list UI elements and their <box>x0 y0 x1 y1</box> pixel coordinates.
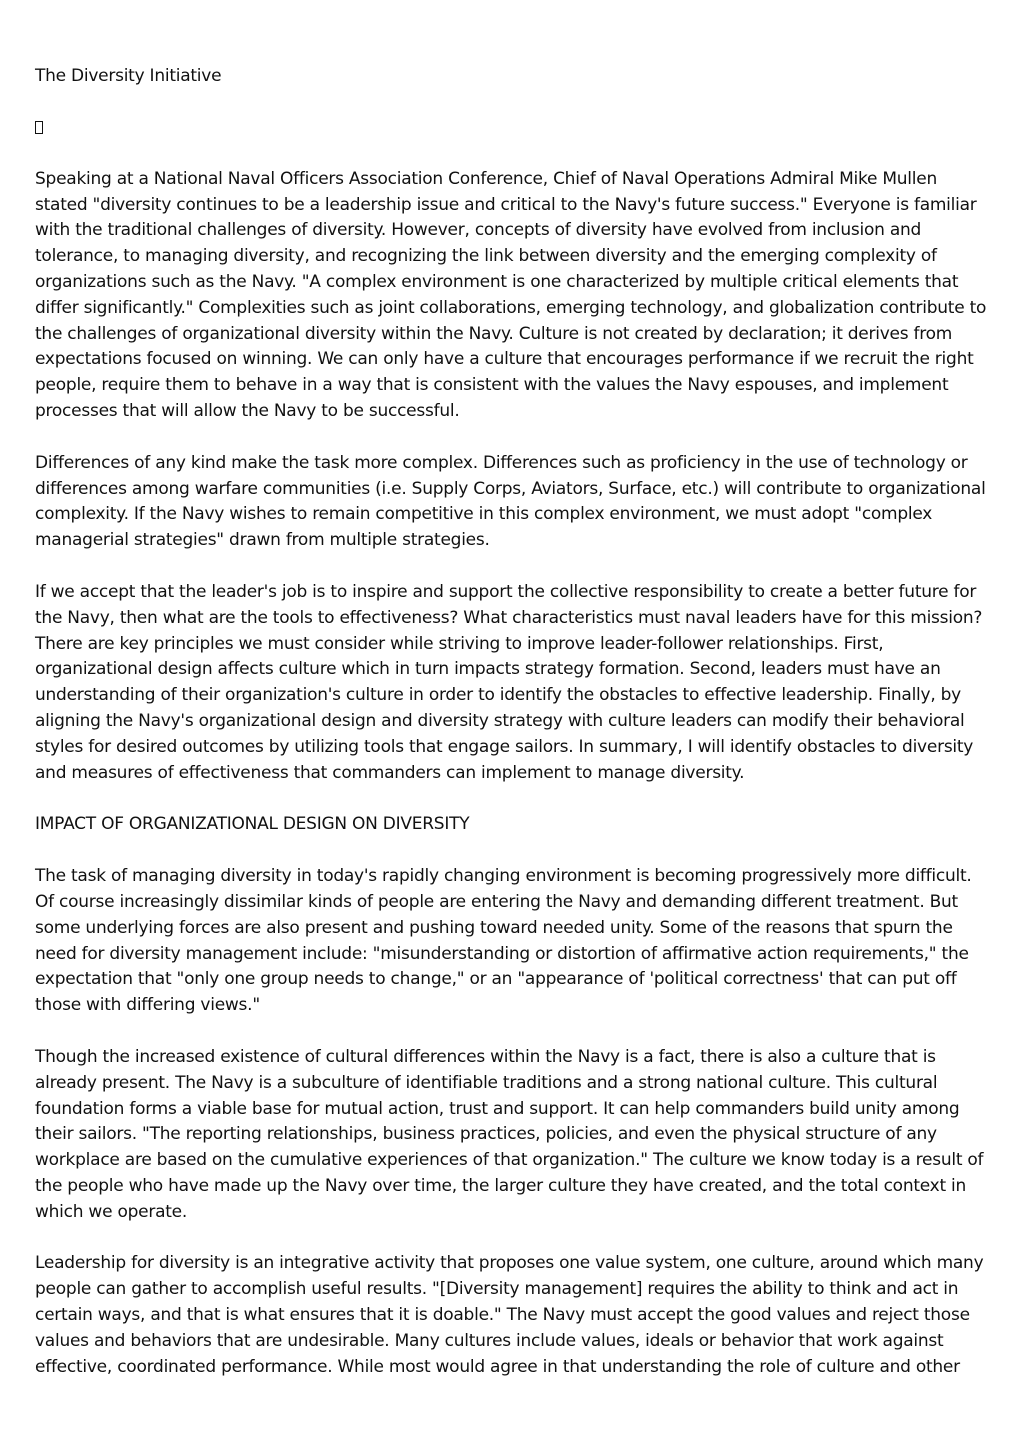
document-page <box>35 64 990 1406</box>
document-title: The Diversity Initiative <box>35 66 222 86</box>
section-heading: IMPACT OF ORGANIZATIONAL DESIGN ON DIVERSITY <box>35 814 470 835</box>
paragraph-6: Leadership for diversity is an integrative activity that proposes one value system, one culture, around which many people can gather to accomplish useful results. "[Diversity management] requires the ability to think and act in certain ways, and that is what ensures that it is doable." The Navy must accept the good values and reject those values and behaviors that are undesirable. Many cultures include values, ideals or behavior that work against effective, coordinated performance. While most would agree in that understanding the role of culture and other <box>35 1253 984 1377</box>
paragraph-3: If we accept that the leader's job is to inspire and support the collective responsibility to create a better future for the Navy, then what are the tools to effectiveness? What characteristics must naval leaders have for this mission? There are key principles we must consider while striving to improve leader-follower relationships. First, organizational design affects culture which in turn impacts strategy formation. Second, leaders must have an understanding of their organization's culture in order to identify the obstacles to effective leadership. Finally, by aligning the Navy's organizational design and diversity strategy with culture leaders can modify their behavioral styles for desired outcomes by utilizing tools that engage sailors. In summary, I will identify obstacles to diversity and measures of effectiveness that commanders can implement to manage diversity. <box>35 581 983 783</box>
paragraph-4: The task of managing diversity in today's rapidly changing environment is becoming progressively more difficult. Of course increasingly dissimilar kinds of people are entering the Navy and demanding different treatment. But some underlying forces are also present and pushing toward needed unity. Some of the reasons that spurn the need for diversity management include: "misunderstanding or distortion of affirmative action requirements," the expectation that "only one group needs to change," or an "appearance of 'political correctness' that can put off those with differing views." <box>35 866 972 1016</box>
paragraph-5: Though the increased existence of cultural differences within the Navy is a fact, there is also a culture that is already present. The Navy is a subculture of identifiable traditions and a strong national culture. This cultural foundation forms a viable base for mutual action, trust and support. It can help commanders build unity among their sailors. "The reporting relationships, business practices, policies, and even the physical structure of any workplace are based on the cumulative experiences of that organization." The culture we know today is a result of the people who have made up the Navy over time, the larger culture they have created, and the total context in which we operate. <box>35 1046 984 1222</box>
paragraph-2: Differences of any kind make the task more complex. Differences such as proficiency in the use of technology or differences among warfare communities (i.e. Supply Corps, Aviators, Surface, etc.) will contribute to organizational complexity. If the Navy wishes to remain competitive in this complex environment, we must adopt "complex managerial strategies" drawn from multiple strategies. <box>35 452 986 551</box>
paragraph-1: Speaking at a National Naval Officers Association Conference, Chief of Naval Operations Admiral Mike Mullen stated "diversity continues to be a leadership issue and critical to the Navy's future success." Everyone is familiar with the traditional challenges of diversity. However, concepts of diversity have evolved from inclusion and tolerance, to managing diversity, and recognizing the link between diversity and the emerging complexity of organizations such as the Navy. "A complex environment is one characterized by multiple critical elements that differ significantly." Complexities such as joint collaborations, emerging technology, and globalization contribute to the challenges of organizational diversity within the Navy. Culture is not created by declaration; it derives from expectations focused on winning. We can only have a culture that encourages performance if we recruit the right people, require them to behave in a way that is consistent with the values the Navy espouses, and implement processes that will allow the Navy to be successful. <box>35 168 987 421</box>
missing-glyph-icon <box>35 115 990 141</box>
